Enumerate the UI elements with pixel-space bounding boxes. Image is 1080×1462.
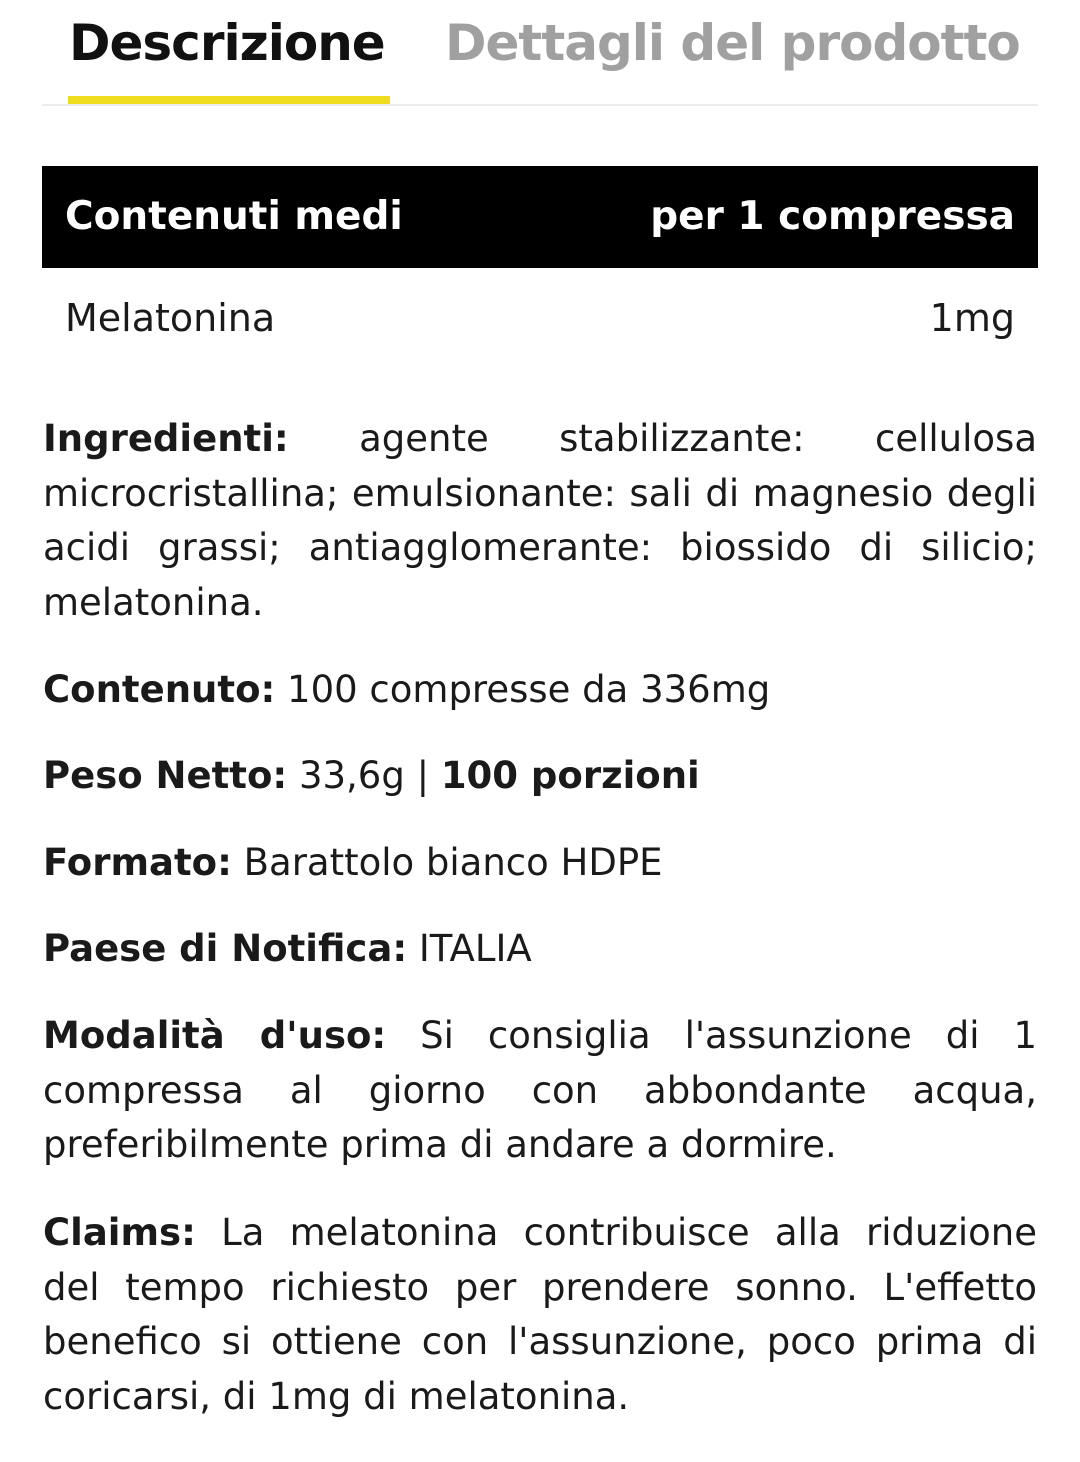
header-contenuti-medi: Contenuti medi xyxy=(65,194,403,239)
usage-label: Modalità d'uso: xyxy=(43,1014,387,1057)
usage-text: Si consiglia l'assunzione di 1 compressa al giorno con abbondante acqua, preferibilmente prima di andare a dormire. xyxy=(43,1014,1037,1166)
net-weight-paragraph xyxy=(43,749,1037,804)
servings-highlight: 100 porzioni xyxy=(440,754,700,797)
usage-paragraph xyxy=(43,1009,1037,1173)
net-weight-text: 33,6g | xyxy=(287,754,441,797)
ingredients-text: agente stabilizzante: cellulosa microcristallina; emulsionante: sali di magnesio degli acidi grassi; antiagglomerante: biossido di silicio; melatonina. xyxy=(43,417,1037,624)
tab-dettagli-prodotto[interactable]: Dettagli del prodotto xyxy=(445,14,1020,72)
nutrition-table-row xyxy=(42,268,1038,372)
ingredients-paragraph xyxy=(43,412,1037,630)
nutrition-table-header xyxy=(42,166,1038,268)
product-tabs xyxy=(42,0,1038,106)
content-text: 100 compresse da 336mg xyxy=(275,668,771,711)
tab-descrizione[interactable]: Descrizione xyxy=(69,14,385,72)
country-text: ITALIA xyxy=(407,927,532,970)
net-weight-label: Peso Netto: xyxy=(43,754,288,797)
header-per-compressa: per 1 compressa xyxy=(650,194,1015,239)
format-label: Formato: xyxy=(43,841,232,884)
claims-text: La melatonina contribuisce alla riduzione del tempo richiesto per prendere sonno. L'effetto benefico si ottiene con l'assunzione, poco prima di coricarsi, di 1mg di melatonina. xyxy=(43,1211,1037,1418)
content-label: Contenuto: xyxy=(43,668,276,711)
format-text: Barattolo bianco HDPE xyxy=(231,841,663,884)
format-paragraph xyxy=(43,836,1037,891)
nutrient-name: Melatonina xyxy=(65,296,276,340)
claims-paragraph xyxy=(43,1206,1037,1424)
active-tab-indicator xyxy=(68,96,390,104)
country-paragraph xyxy=(43,922,1037,977)
content-paragraph xyxy=(43,663,1037,718)
country-label: Paese di Notifica: xyxy=(43,927,408,970)
claims-label: Claims: xyxy=(43,1211,196,1254)
ingredients-label: Ingredienti: xyxy=(43,417,289,460)
nutrient-value: 1mg xyxy=(929,296,1015,340)
